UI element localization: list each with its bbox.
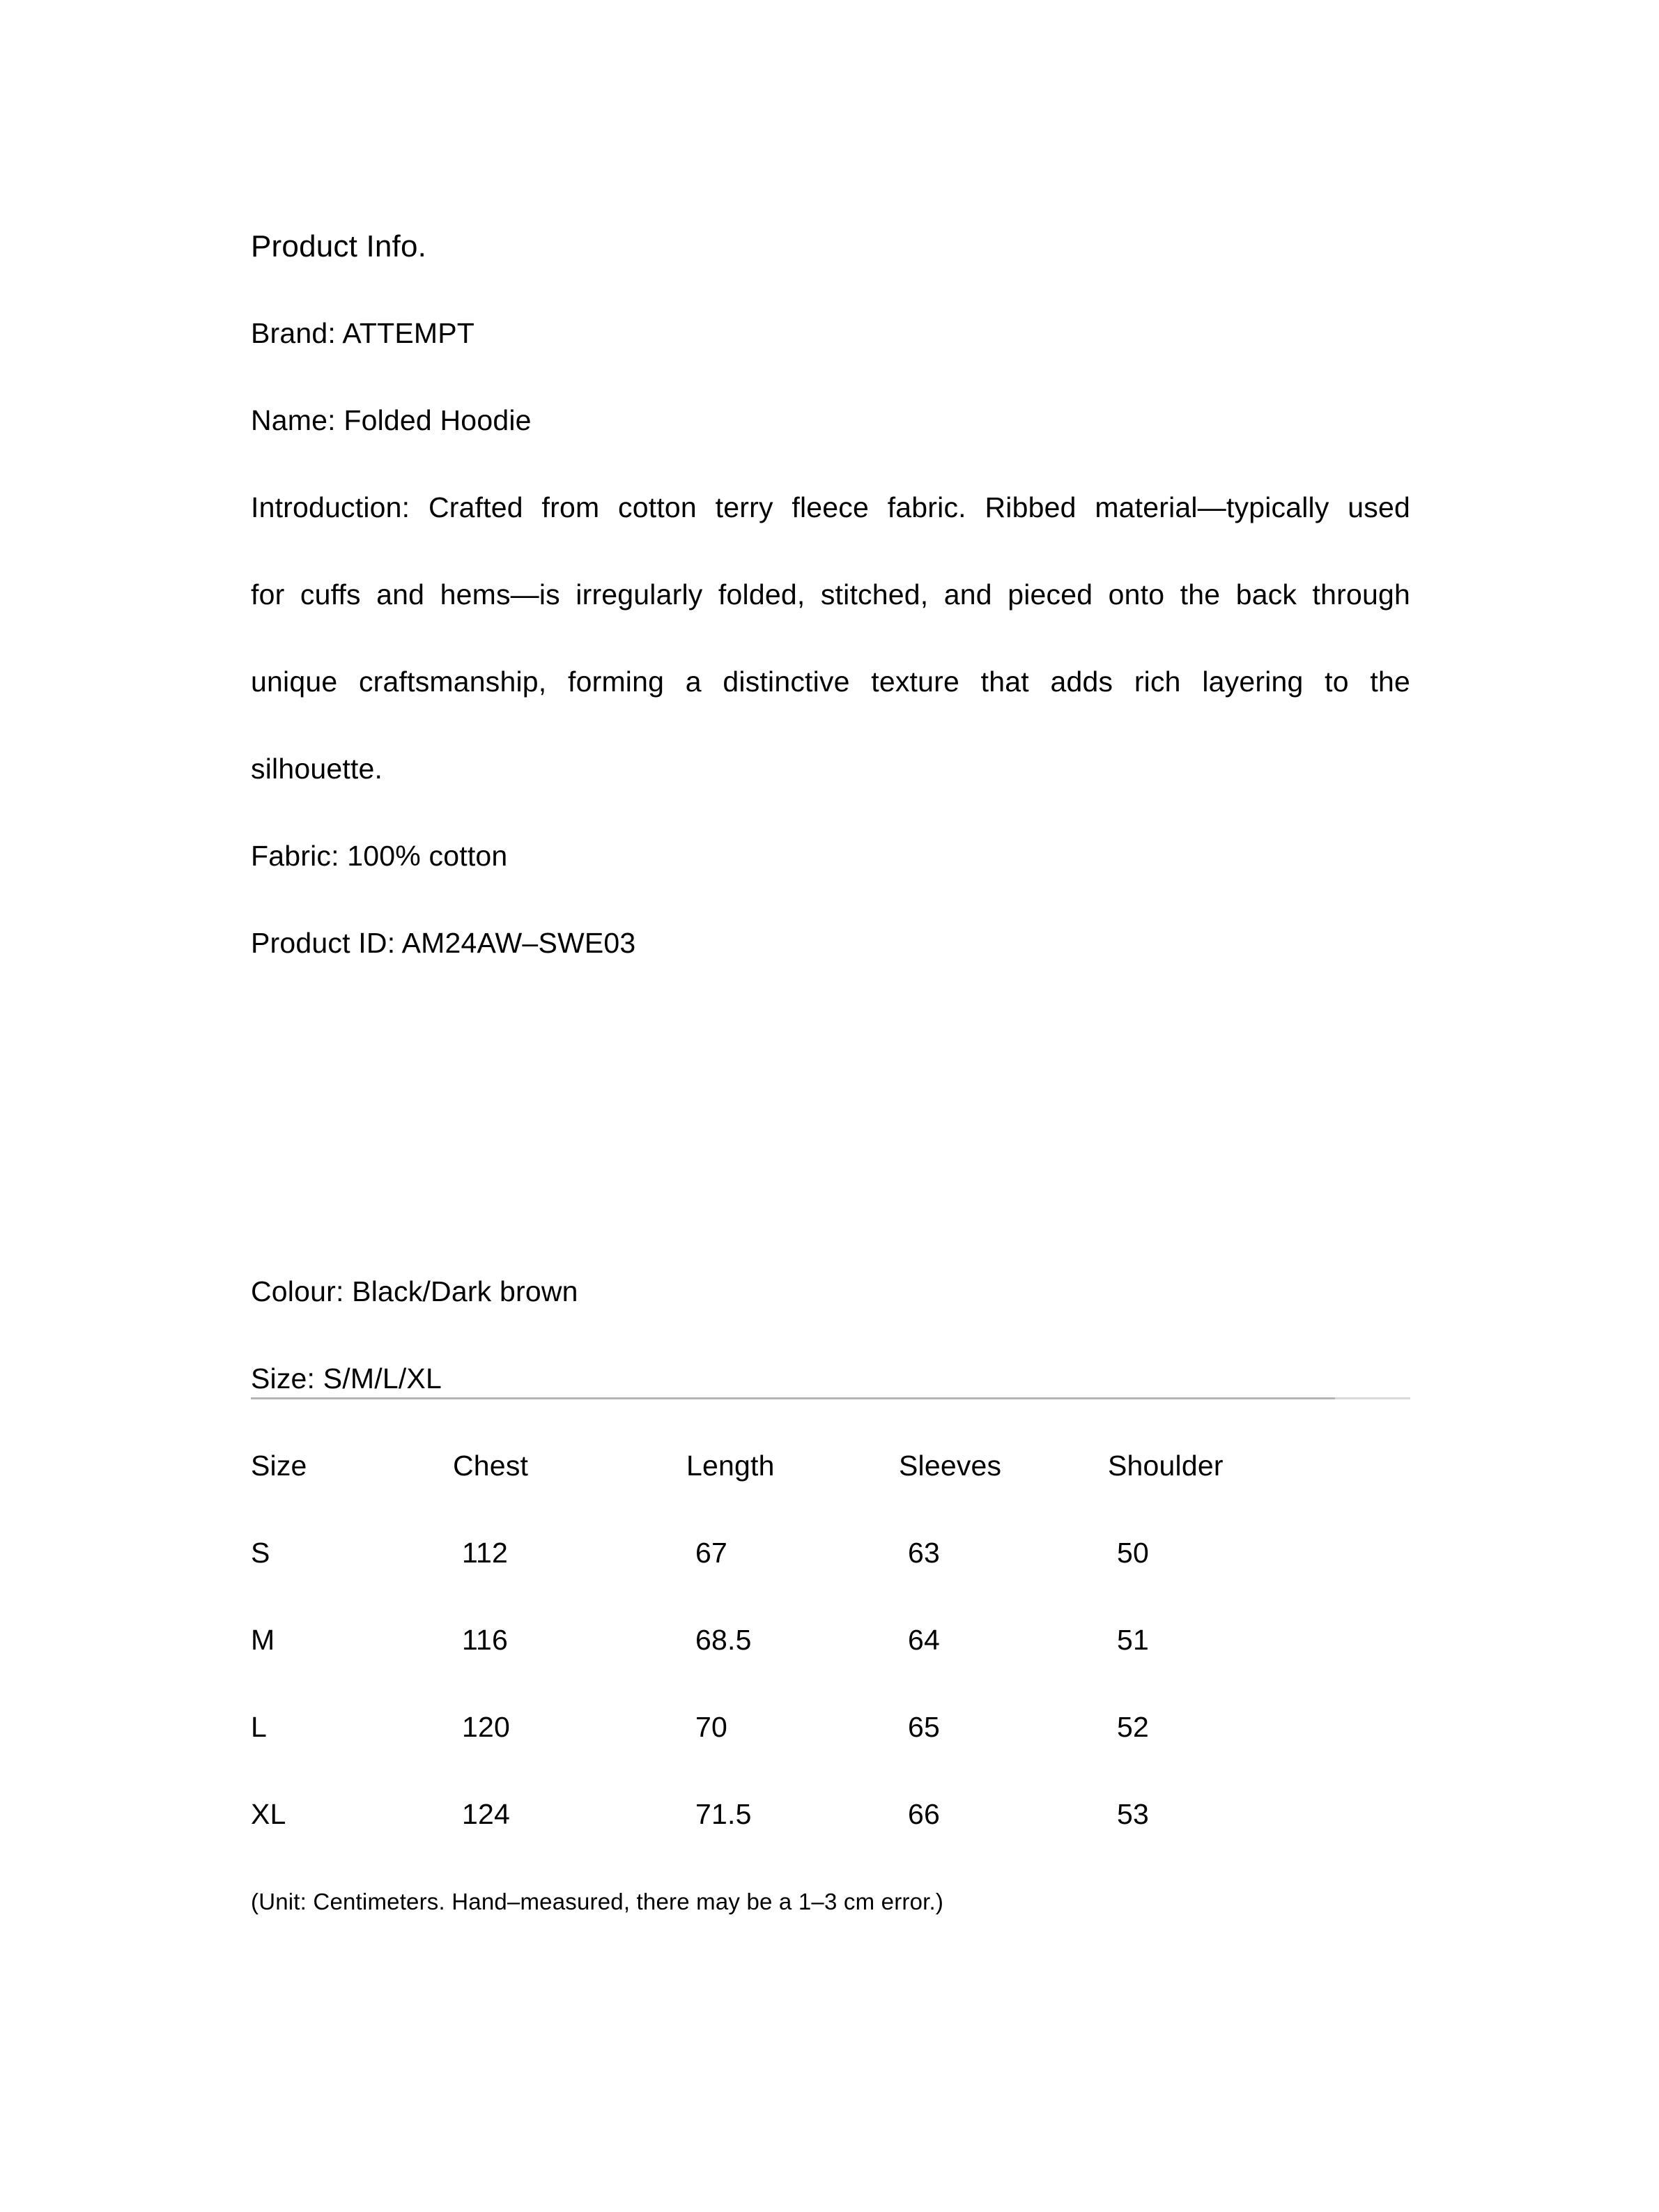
- size-table: [251, 1422, 1410, 1858]
- cell-size: L: [251, 1711, 268, 1743]
- cell-shoulder: 52: [1117, 1711, 1150, 1743]
- cell-length: 70: [695, 1711, 728, 1743]
- introduction-line-1: Introduction: Crafted from cotton terry fleece fabric. Ribbed material—typically used: [251, 491, 1410, 523]
- col-header-length: Length: [686, 1450, 775, 1482]
- introduction-line-3: unique craftsmanship, forming a distinctive texture that adds rich layering to the: [251, 666, 1410, 698]
- cell-sleeves: 65: [908, 1711, 941, 1743]
- table-row-s: [251, 1510, 1410, 1597]
- blank-gap: [251, 987, 1410, 1248]
- cell-length: 71.5: [695, 1798, 752, 1830]
- col-header-size: Size: [251, 1450, 307, 1482]
- product-name-line: Name: Folded Hoodie: [251, 404, 532, 436]
- cell-chest: 112: [462, 1537, 508, 1569]
- cell-sleeves: 63: [908, 1537, 941, 1569]
- table-row-m: [251, 1597, 1410, 1684]
- product-id-line: Product ID: AM24AW–SWE03: [251, 927, 636, 959]
- size-table-header-row: [251, 1422, 1410, 1510]
- col-header-shoulder: Shoulder: [1108, 1450, 1224, 1482]
- fabric-line: Fabric: 100% cotton: [251, 840, 508, 872]
- cell-chest: 116: [462, 1624, 508, 1656]
- introduction-line-4: silhouette.: [251, 753, 383, 785]
- cell-length: 68.5: [695, 1624, 752, 1656]
- cell-sleeves: 64: [908, 1624, 941, 1656]
- size-line: Size: S/M/L/XL: [251, 1362, 442, 1395]
- table-row-xl: [251, 1771, 1410, 1858]
- col-header-chest: Chest: [453, 1450, 529, 1482]
- cell-size: M: [251, 1624, 275, 1656]
- colour-line: Colour: Black/Dark brown: [251, 1275, 578, 1307]
- unit-note: (Unit: Centimeters. Hand–measured, there may be a 1–3 cm error.): [251, 1889, 944, 1914]
- page-title: Product Info.: [251, 229, 427, 263]
- cell-size: S: [251, 1537, 270, 1569]
- cell-size: XL: [251, 1798, 286, 1830]
- table-row-l: [251, 1684, 1410, 1771]
- brand-line: Brand: ATTEMPT: [251, 317, 475, 349]
- cell-length: 67: [695, 1537, 728, 1569]
- col-header-sleeves: Sleeves: [899, 1450, 1002, 1482]
- cell-shoulder: 53: [1117, 1798, 1150, 1830]
- cell-sleeves: 66: [908, 1798, 941, 1830]
- cell-chest: 124: [462, 1798, 511, 1830]
- product-info-document: [251, 203, 1410, 1945]
- cell-shoulder: 50: [1117, 1537, 1150, 1569]
- introduction-line-2: for cuffs and hems—is irregularly folded, stitched, and pieced onto the back through: [251, 578, 1410, 610]
- cell-shoulder: 51: [1117, 1624, 1150, 1656]
- cell-chest: 120: [462, 1711, 511, 1743]
